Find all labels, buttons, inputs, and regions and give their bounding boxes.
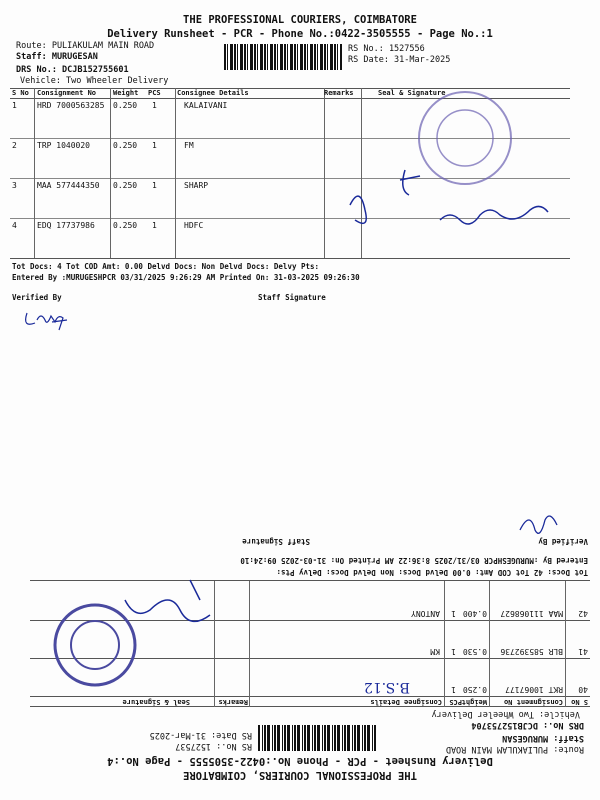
cell-sno: 42 <box>578 609 588 618</box>
cell-consignment: RKT 10067177 <box>505 685 563 694</box>
cell-consignment: MAA 577444350 <box>37 181 100 190</box>
runsheet-page-1 <box>0 0 600 302</box>
staff: Staff: MURUGESAN <box>502 733 584 743</box>
vehicle: Vehicle: Two Wheeler Delivery <box>20 76 169 86</box>
cell-consignee: ANTONY <box>411 609 440 618</box>
cell-consignee: KALAIVANI <box>184 101 228 110</box>
company-name: THE PROFESSIONAL COURIERS, COIMBATORE <box>183 769 417 781</box>
cell-consignee: FM <box>184 141 194 150</box>
header-pcs: PCS <box>449 698 462 706</box>
header-remarks: Remarks <box>324 89 354 97</box>
cell-consignment: BLR 585392736 <box>500 647 563 656</box>
runsheet-subtitle: Delivery Runsheet - PCR - Phone No.:0422-3505555 - Page No.:1 <box>107 28 493 40</box>
header-consignment: Consignment No <box>37 89 97 97</box>
drs-number: DRS No.: DCJB152753704 <box>471 720 584 730</box>
rs-date: RS Date: 31-Mar-2025 <box>149 730 252 740</box>
route: Route: PULIAKULAM MAIN ROAD <box>16 41 155 51</box>
runsheet-page-4-upside-down <box>0 530 600 795</box>
drs-number: DRS No.: DCJB152755601 <box>16 65 129 75</box>
handwritten-signature <box>340 160 560 240</box>
cell-sno: 40 <box>578 685 588 694</box>
header-consignee: Consignee Details <box>370 698 442 706</box>
cell-sno: 2 <box>12 141 17 150</box>
header-consignment: Consignment No <box>503 698 563 706</box>
totals-line: Tot Docs: 42 Tot COD Amt: 0.00 Delvd Docs: Non Delvd Docs: Delvy Pts: <box>276 568 588 577</box>
vehicle: Vehicle: Two Wheeler Delivery <box>431 709 580 719</box>
cell-consignment: EDQ 17737986 <box>37 221 95 230</box>
rs-date: RS Date: 31-Mar-2025 <box>348 55 451 65</box>
cell-consignee: SHARP <box>184 181 209 190</box>
cell-consignment: TRP 1040020 <box>37 141 90 150</box>
cell-weight: 0.250 <box>462 685 487 694</box>
header-sno: S No <box>12 89 29 97</box>
cell-weight: 0.400 <box>462 609 487 618</box>
header-remarks: Remarks <box>218 698 248 706</box>
runsheet-subtitle: Delivery Runsheet - PCR - Phone No.:0422-3505555 - Page No.:4 <box>107 755 493 767</box>
rs-number: RS No.: 1527537 <box>175 741 252 751</box>
cell-sno: 1 <box>12 101 17 110</box>
cell-weight: 0.530 <box>462 647 487 656</box>
header-seal: Seal & Signature <box>378 89 446 97</box>
rs-number: RS No.: 1527556 <box>348 44 425 54</box>
barcode <box>258 725 376 751</box>
header-seal: Seal & Signature <box>122 698 190 706</box>
totals-line: Tot Docs: 4 Tot COD Amt: 0.00 Delvd Docs: Non Delvd Docs: Delvy Pts: <box>12 262 320 271</box>
entered-by-line: Entered By :MURUGESHPCR 03/31/2025 9:26:29 AM Printed On: 31-03-2025 09:26:30 <box>12 273 360 282</box>
cell-pcs: 1 <box>152 101 157 110</box>
staff-signature-label: Staff Signature <box>242 537 310 546</box>
cell-weight: 0.250 <box>113 221 138 230</box>
handwritten-note: B.S.12 <box>363 679 410 695</box>
header-weight: Weight <box>461 698 487 706</box>
cell-sno: 3 <box>12 181 17 190</box>
cell-pcs: 1 <box>451 685 456 694</box>
route: Route: PULIAKULAM MAIN ROAD <box>445 744 584 754</box>
cell-consignee: HDFC <box>184 221 204 230</box>
staff: Staff: MURUGESAN <box>16 52 98 62</box>
cell-sno: 41 <box>578 647 588 656</box>
company-name: THE PROFESSIONAL COURIERS, COIMBATORE <box>183 14 417 26</box>
verifier-signature <box>22 308 82 333</box>
verifier-signature-bottom <box>515 505 565 540</box>
cell-pcs: 1 <box>152 141 157 150</box>
cell-weight: 0.250 <box>113 181 138 190</box>
cell-consignee: KM <box>430 647 440 656</box>
handwritten-signature <box>100 575 220 635</box>
cell-pcs: 1 <box>451 609 456 618</box>
barcode <box>224 44 342 70</box>
entered-by-line: Entered By :MURUGESHPCR 03/31/2025 8:36:22 AM Printed On: 31-03-2025 09:24:10 <box>240 556 588 565</box>
staff-signature-label: Staff Signature <box>258 293 326 302</box>
cell-pcs: 1 <box>152 221 157 230</box>
verified-by-label: Verified By <box>538 537 588 546</box>
header-consignee: Consignee Details <box>177 89 249 97</box>
cell-weight: 0.250 <box>113 101 138 110</box>
header-weight: Weight <box>113 89 139 97</box>
cell-consignment: MAA 111068627 <box>500 609 563 618</box>
cell-sno: 4 <box>12 221 17 230</box>
header-sno: S No <box>571 698 588 706</box>
verified-by-label: Verified By <box>12 293 62 302</box>
cell-pcs: 1 <box>152 181 157 190</box>
cell-consignment: HRD 7000563285 <box>37 101 105 110</box>
header-pcs: PCS <box>148 89 161 97</box>
cell-pcs: 1 <box>451 647 456 656</box>
cell-weight: 0.250 <box>113 141 138 150</box>
